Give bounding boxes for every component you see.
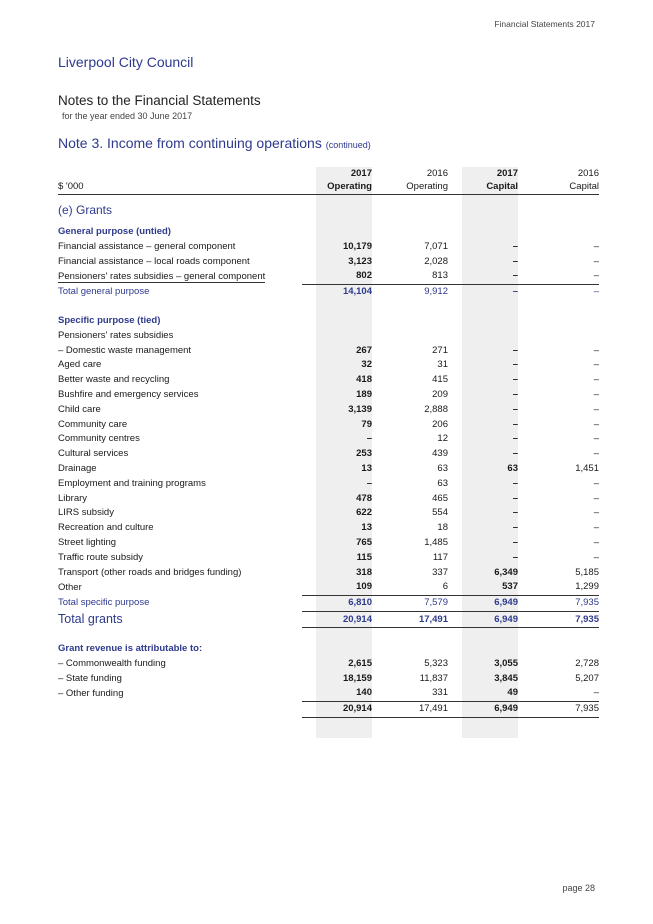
value-cell: – [593,687,599,699]
value-cell: – [593,536,599,548]
grants-table [58,167,599,718]
value-cell: 765 [356,536,372,548]
specific-row [58,506,599,521]
specific-row [58,521,599,536]
value-cell: – [512,448,518,460]
row-label: Street lighting [58,536,117,548]
col-type: Capital [448,180,518,195]
value-cell: – [512,536,518,548]
section-row [58,195,599,226]
value-cell: – [512,388,518,400]
page-number: page 28 [562,883,595,893]
value-cell: 5,185 [575,566,599,578]
col-type: Operating [372,180,448,195]
value-cell: 18 [437,522,448,534]
value-cell: 1,451 [575,462,599,474]
row-label: Community centres [58,433,140,445]
value-cell: – [593,255,599,267]
spacer-row [58,300,599,314]
value-cell: 49 [507,687,518,699]
value-cell: – [593,359,599,371]
value-cell: 115 [356,551,372,563]
value-cell: – [512,255,518,267]
row-label: Bushfire and emergency services [58,388,199,400]
value-cell: 6,949 [448,702,518,718]
col-year: 2016 [426,168,448,179]
value-cell: – [512,359,518,371]
value-cell: – [448,269,518,284]
col-year: 2017 [350,168,372,179]
value-cell: 3,139 [348,403,372,415]
specific-row [58,432,599,447]
value-cell: 189 [356,388,372,400]
value-cell: 1,299 [518,580,599,595]
row-label: Total specific purpose [58,597,150,609]
row-label: Library [58,492,88,504]
group-heading: Grant revenue is attributable to: [58,642,203,654]
value-cell: 3,055 [494,657,518,669]
specific-row [58,388,599,403]
col-type: Capital [518,180,599,195]
value-cell: 3,845 [494,672,518,684]
value-cell: – [593,418,599,430]
specific-subheading-row [58,329,599,344]
specific-row [58,580,599,595]
document-header: Financial Statements 2017 [494,19,595,29]
value-cell: 117 [432,551,448,563]
value-cell: 554 [432,507,448,519]
attrib-row [58,657,599,672]
value-cell: 253 [356,448,372,460]
row-label: Financial assistance – local roads component [58,255,250,267]
value-cell: 11,837 [419,672,448,684]
value-cell: 465 [432,492,448,504]
value-cell: 206 [432,418,448,430]
notes-title: Notes to the Financial Statements [58,93,261,108]
value-cell: 478 [356,492,372,504]
row-label: Recreation and culture [58,522,154,534]
value-cell: 6,349 [494,566,518,578]
value-cell: 17,491 [372,702,448,718]
value-cell: 20,914 [302,611,372,627]
value-cell: 2,615 [348,657,372,669]
attrib-row [58,672,599,687]
value-cell: 318 [356,566,372,578]
col-type: Operating [302,180,372,195]
row-label: Transport (other roads and bridges funding) [58,566,242,578]
specific-row [58,344,599,359]
continued-label: (continued) [325,140,371,150]
value-cell: 331 [432,687,448,699]
note-title-text: Note 3. Income from continuing operations [58,135,322,151]
row-label: Community care [58,418,128,430]
value-cell: 813 [372,269,448,284]
value-cell: 7,935 [518,611,599,627]
group-heading: Specific purpose (tied) [58,314,161,326]
value-cell: – [593,286,599,298]
value-cell: 1,485 [424,536,448,548]
row-label: Better waste and recycling [58,374,170,386]
value-cell: 140 [356,687,372,699]
value-cell: 5,323 [424,657,448,669]
value-cell: – [593,388,599,400]
value-cell: – [512,551,518,563]
value-cell: 439 [432,448,448,460]
row-label: Traffic route subsidy [58,551,144,563]
value-cell: 2,888 [424,403,448,415]
general-row [58,269,599,284]
row-label: Total general purpose [58,285,150,297]
total-specific-row [58,596,599,612]
specific-heading-row [58,314,599,329]
value-cell: – [512,374,518,386]
value-cell: – [593,374,599,386]
value-cell: – [518,269,599,284]
value-cell: – [593,522,599,534]
reporting-period: for the year ended 30 June 2017 [62,111,193,121]
note-heading [58,135,371,151]
value-cell: – [512,418,518,430]
specific-row [58,418,599,433]
value-cell: – [366,477,372,489]
general-heading-row [58,225,599,240]
row-label: – Other funding [58,687,124,699]
value-cell: 537 [448,580,518,595]
general-row [58,255,599,270]
row-label: Child care [58,403,101,415]
specific-row [58,536,599,551]
value-cell: 3,123 [348,255,372,267]
value-cell: 267 [356,344,372,356]
value-cell: – [512,507,518,519]
total-grants-row [58,611,599,627]
header-types-row [58,180,599,195]
header-years-row [58,167,599,180]
value-cell: 7,935 [518,702,599,718]
value-cell: – [512,477,518,489]
value-cell: – [512,240,518,252]
value-cell: 2,728 [575,657,599,669]
row-label: Aged care [58,359,102,371]
specific-row [58,551,599,566]
value-cell: 20,914 [302,702,372,718]
value-cell: 6 [372,580,448,595]
value-cell: 209 [432,388,448,400]
attrib-row [58,686,599,701]
value-cell: – [512,344,518,356]
value-cell: 63 [437,477,448,489]
value-cell: 32 [361,359,372,371]
value-cell: 337 [432,566,448,578]
value-cell: – [512,522,518,534]
value-cell: – [512,492,518,504]
value-cell: – [512,286,518,298]
value-cell: 13 [361,522,372,534]
row-label: – State funding [58,672,122,684]
attrib-heading-row [58,642,599,657]
value-cell: – [593,477,599,489]
value-cell: 13 [361,462,372,474]
group-heading: General purpose (untied) [58,226,171,237]
spacer-row [58,627,599,642]
value-cell: – [593,492,599,504]
attrib-total-row [58,702,599,718]
value-cell: 12 [437,433,448,445]
col-year: 2016 [577,168,599,179]
value-cell: – [593,240,599,252]
value-cell: 14,104 [342,286,372,298]
value-cell: 5,207 [575,672,599,684]
row-label: LIRS subsidy [58,507,114,519]
value-cell: 7,935 [518,596,599,612]
row-label [58,269,302,284]
value-cell: 6,810 [302,596,372,612]
specific-row [58,403,599,418]
row-label: Pensioners' rates subsidies [58,329,174,341]
value-cell: – [593,433,599,445]
value-cell: – [593,448,599,460]
value-cell: – [366,433,372,445]
value-cell: 79 [361,418,372,430]
value-cell: 802 [302,269,372,284]
row-label: Cultural services [58,448,129,460]
general-row [58,240,599,255]
specific-row [58,373,599,388]
value-cell: 622 [356,507,372,519]
value-cell: 63 [437,462,448,474]
unit-label: $ '000 [58,180,302,195]
value-cell: 418 [356,374,372,386]
value-cell: – [593,344,599,356]
row-label: – Domestic waste management [58,344,192,356]
value-cell: – [512,403,518,415]
col-year: 2017 [496,168,518,179]
value-cell: 10,179 [342,240,372,252]
specific-row [58,358,599,373]
value-cell: 2,028 [424,255,448,267]
specific-row [58,462,599,477]
specific-row [58,447,599,462]
specific-row [58,477,599,492]
row-label: Other [58,581,82,593]
value-cell: – [593,403,599,415]
row-label-text: Pensioners' rates subsidies – general component [58,270,266,282]
value-cell: 18,159 [342,672,372,684]
value-cell: 6,949 [448,611,518,627]
row-label: Total grants [58,611,123,626]
value-cell: – [593,551,599,563]
row-label: Financial assistance – general component [58,240,236,252]
value-cell: 415 [432,374,448,386]
council-name: Liverpool City Council [58,54,194,70]
value-cell: – [512,433,518,445]
value-cell: 7,579 [372,596,448,612]
value-cell: 109 [302,580,372,595]
specific-row [58,566,599,581]
value-cell: 271 [432,344,448,356]
value-cell: 31 [437,359,448,371]
section-title: (e) Grants [58,203,113,217]
value-cell: 9,912 [424,286,448,298]
specific-row [58,492,599,507]
value-cell: 7,071 [424,240,448,252]
value-cell: – [593,507,599,519]
row-label: – Commonwealth funding [58,657,166,669]
row-label: Employment and training programs [58,477,206,489]
value-cell: 17,491 [372,611,448,627]
total-general-row [58,285,599,300]
row-label: Drainage [58,462,97,474]
value-cell: 6,949 [448,596,518,612]
value-cell: 63 [507,462,518,474]
